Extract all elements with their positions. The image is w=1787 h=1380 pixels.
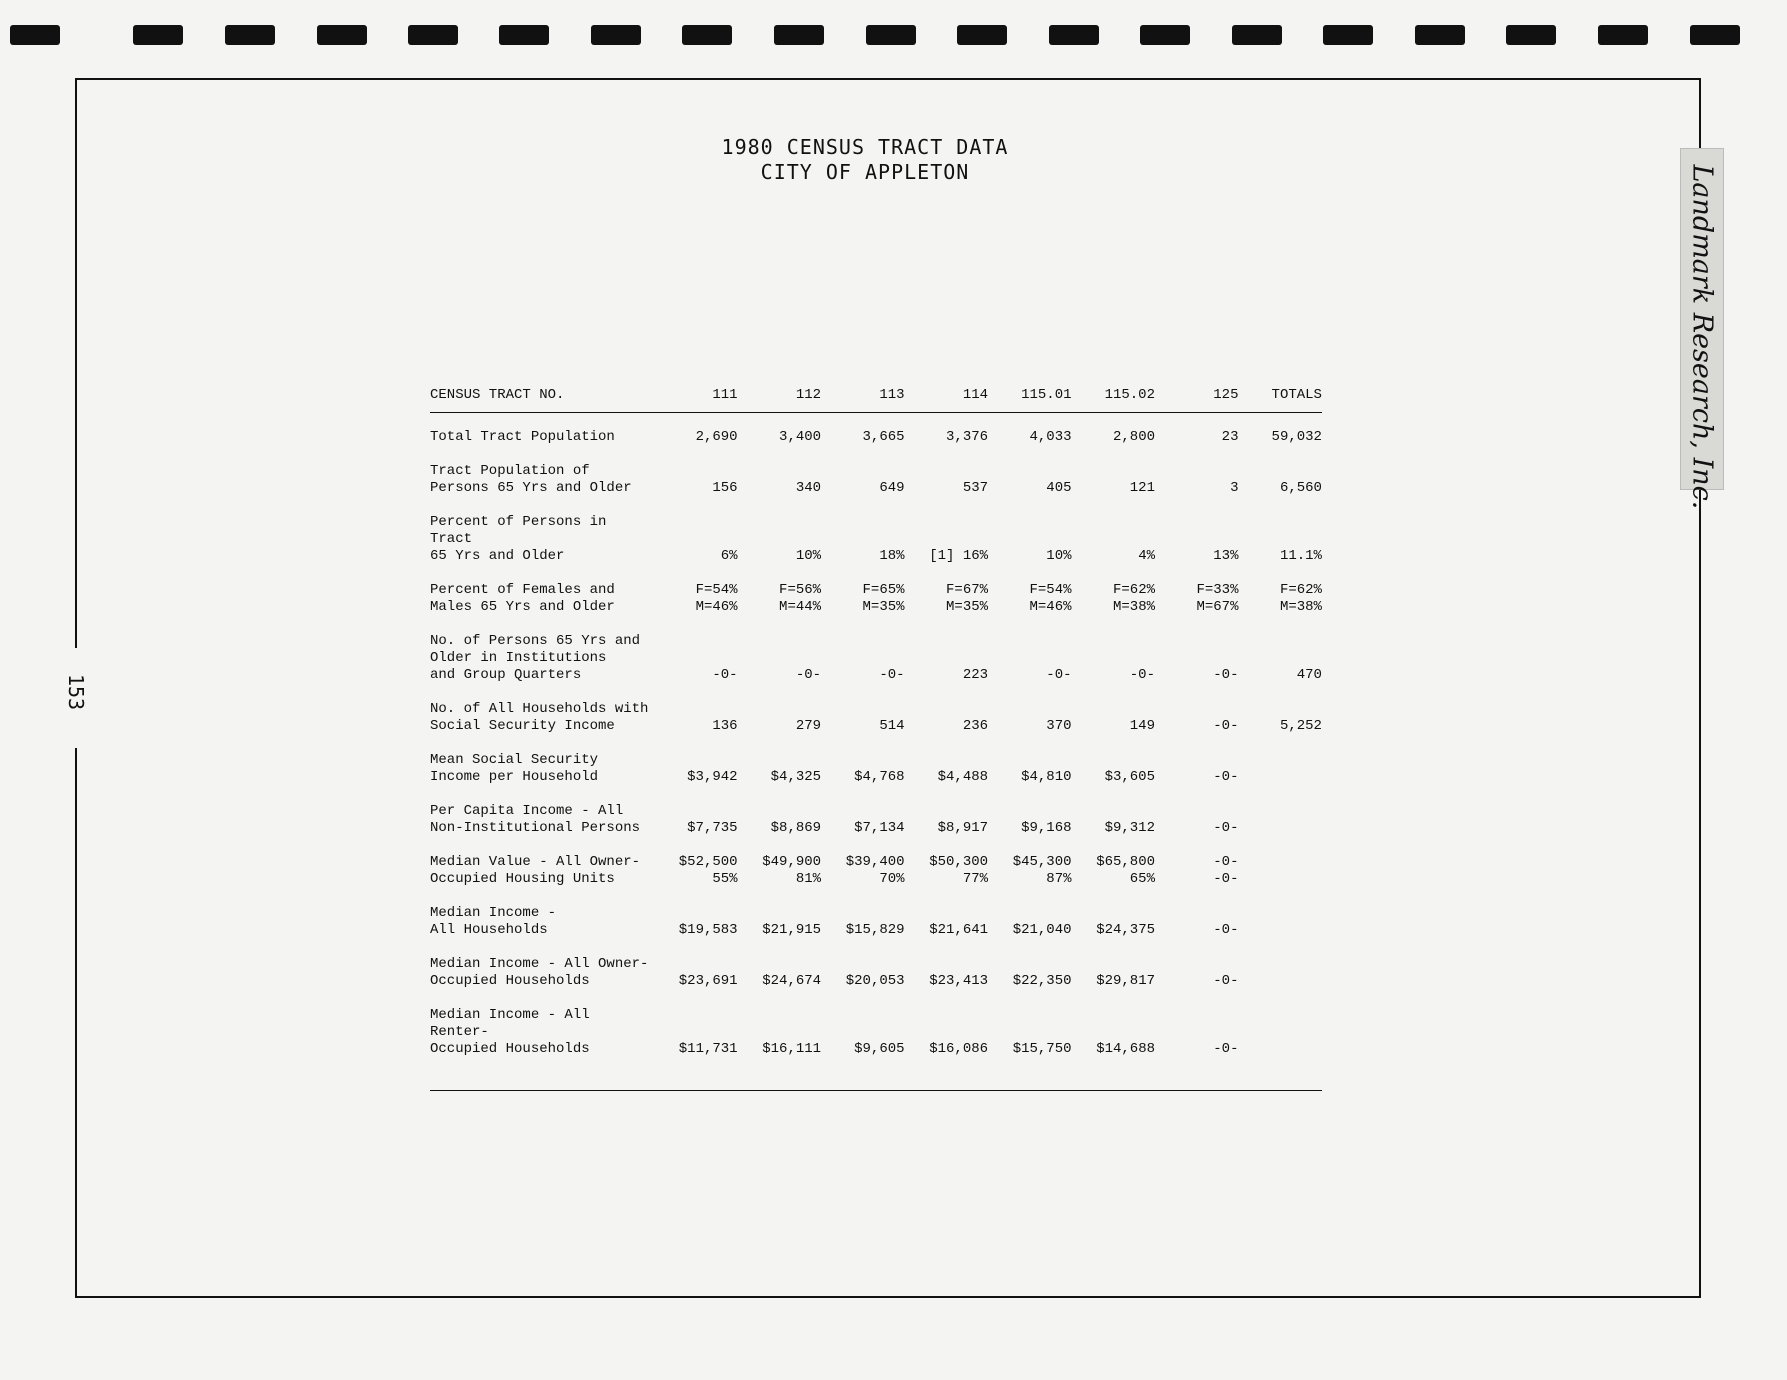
table-cell: $16,086 [929, 1041, 989, 1057]
table-cell: $4,488 [937, 769, 989, 785]
table-cell: 4% [1138, 548, 1155, 564]
table-cell: 10% [795, 548, 822, 564]
table-cell: -0- [1213, 718, 1239, 734]
table-cell: F=65% M=35% [862, 582, 905, 615]
table-cell: F=56% M=44% [779, 582, 822, 615]
table-cell: -0- [1213, 973, 1239, 989]
title-line-2: CITY OF APPLETON [760, 160, 970, 184]
table-header-row [430, 380, 1322, 404]
column-header: 115.01 [1021, 387, 1072, 403]
table-cell: $21,915 [762, 922, 822, 938]
table-cell: $11,731 [678, 1041, 738, 1057]
table-cell: 279 [795, 718, 822, 734]
perforation-mark [957, 25, 1007, 45]
page-title [0, 135, 1730, 185]
table-cell: 149 [1129, 718, 1155, 734]
table-cell: $4,768 [854, 769, 905, 785]
table-cell: 136 [712, 718, 738, 734]
perforation-mark [1598, 25, 1648, 45]
perforation-mark [682, 25, 732, 45]
table-cell: $23,413 [929, 973, 989, 989]
table-cell: -0- [1213, 820, 1239, 836]
row-label: Total Tract Population [430, 429, 615, 445]
table-cell: $4,325 [770, 769, 822, 785]
table-row [430, 803, 1322, 837]
perforation-mark [1140, 25, 1190, 45]
table-cell: 6% [720, 548, 738, 564]
table-cell: $9,312 [1104, 820, 1155, 836]
row-label: No. of Persons 65 Yrs and Older in Institutions and Group Quarters [430, 633, 641, 683]
table-cell: F=54% M=46% [1029, 582, 1072, 615]
row-label: Median Income - All Households [430, 905, 557, 938]
footer-rule [430, 1090, 1322, 1091]
table-row [430, 752, 1322, 786]
table-cell: 2,690 [695, 429, 738, 445]
table-cell: $49,900 81% [762, 854, 822, 887]
table-cell: $21,641 [929, 922, 989, 938]
table-cell: 13% [1213, 548, 1239, 564]
table-row [430, 463, 1322, 497]
table-cell: $7,735 [687, 820, 738, 836]
table-row [430, 514, 1322, 565]
row-label: No. of All Households with Social Security Income [430, 701, 649, 734]
row-label: Per Capita Income - All Non-Institutional Persons [430, 803, 641, 836]
row-label: Median Income - All Owner- Occupied Households [430, 956, 649, 989]
perforation-mark [499, 25, 549, 45]
table-cell: F=62% M=38% [1112, 582, 1155, 615]
table-cell: $9,168 [1021, 820, 1072, 836]
table-cell: 3,665 [862, 429, 905, 445]
title-line-1: 1980 CENSUS TRACT DATA [721, 135, 1009, 159]
table-cell: $8,869 [770, 820, 822, 836]
table-row [430, 701, 1322, 735]
table-cell: -0- [1046, 667, 1072, 683]
table-cell: $24,375 [1096, 922, 1155, 938]
header-label: CENSUS TRACT NO. [430, 387, 565, 403]
table-cell: 11.1% [1279, 548, 1322, 564]
table-cell: 10% [1046, 548, 1072, 564]
table-cell: 405 [1046, 480, 1072, 496]
table-cell: $15,750 [1012, 1041, 1072, 1057]
table-row [430, 956, 1322, 990]
table-cell: 4,033 [1029, 429, 1072, 445]
table-cell: 3 [1230, 480, 1239, 496]
perforation-mark [225, 25, 275, 45]
row-label: Percent of Females and Males 65 Yrs and Older [430, 582, 615, 615]
column-header: 113 [879, 387, 905, 403]
table-row [430, 429, 1322, 446]
table-cell: $50,300 77% [929, 854, 989, 887]
side-stamp-text: Landmark Research, Inc. [1686, 164, 1718, 510]
table-cell: -0- [1213, 769, 1239, 785]
table-cell: -0- [1213, 922, 1239, 938]
column-header: 115.02 [1104, 387, 1155, 403]
table-cell: F=54% M=46% [695, 582, 738, 615]
table-cell: $23,691 [678, 973, 738, 989]
table-cell: $8,917 [937, 820, 989, 836]
perforation-mark [1323, 25, 1373, 45]
column-header: TOTALS [1271, 387, 1322, 403]
table-cell: 223 [962, 667, 989, 683]
table-cell: -0- [879, 667, 905, 683]
table-cell: 156 [712, 480, 738, 496]
row-label: Tract Population of Persons 65 Yrs and Older [430, 463, 632, 496]
perforation-mark [133, 25, 183, 45]
table-cell: F=33% M=67% [1196, 582, 1239, 615]
table-cell: $7,134 [854, 820, 905, 836]
table-cell: $4,810 [1021, 769, 1072, 785]
table-cell: 23 [1221, 429, 1239, 445]
row-label: Median Value - All Owner- Occupied Housing Units [430, 854, 641, 887]
table-cell: $3,942 [687, 769, 738, 785]
perforation-mark [591, 25, 641, 45]
table-cell: $22,350 [1012, 973, 1072, 989]
table-cell: F=62% M=38% [1279, 582, 1322, 615]
table-cell: $52,500 55% [678, 854, 738, 887]
table-body [430, 429, 1322, 1058]
perforation-mark [1415, 25, 1465, 45]
table-cell: -0- [795, 667, 822, 683]
row-label: Mean Social Security Income per Household [430, 752, 599, 785]
table-cell: $9,605 [854, 1041, 905, 1057]
page-number: 153 [64, 673, 88, 711]
table-cell: 59,032 [1271, 429, 1322, 445]
table-cell: $16,111 [762, 1041, 822, 1057]
table-cell: 236 [962, 718, 989, 734]
table-cell: $15,829 [845, 922, 905, 938]
table-cell: 3,376 [946, 429, 989, 445]
perforation-mark [1690, 25, 1740, 45]
table-cell: 340 [795, 480, 822, 496]
table-cell: 649 [879, 480, 905, 496]
table-cell: -0- [1213, 667, 1239, 683]
side-stamp [1680, 148, 1724, 510]
table-cell: $14,688 [1096, 1041, 1155, 1057]
column-header: 112 [795, 387, 822, 403]
table-cell: $24,674 [762, 973, 822, 989]
table-row [430, 582, 1322, 616]
table-cell: F=67% M=35% [946, 582, 989, 615]
perforation-mark [1232, 25, 1282, 45]
film-perforation-strip [0, 25, 1787, 47]
column-header: 125 [1213, 387, 1239, 403]
column-header: 111 [712, 387, 738, 403]
table-row [430, 633, 1322, 684]
table-cell: 6,560 [1279, 480, 1322, 496]
table-cell: $39,400 70% [845, 854, 905, 887]
row-label: Percent of Persons in Tract 65 Yrs and Older [430, 514, 607, 564]
perforation-mark [866, 25, 916, 45]
perforation-mark [10, 25, 60, 45]
table-cell: $65,800 65% [1096, 854, 1155, 887]
table-cell: 370 [1046, 718, 1072, 734]
table-cell: -0- [1129, 667, 1155, 683]
table-cell: 18% [879, 548, 905, 564]
table-cell: -0- [712, 667, 738, 683]
perforation-mark [317, 25, 367, 45]
perforation-mark [774, 25, 824, 45]
table-cell: [1] 16% [929, 548, 989, 564]
table-cell: -0- -0- [1213, 854, 1239, 887]
table-cell: 537 [962, 480, 989, 496]
table-cell: 2,800 [1112, 429, 1155, 445]
table-cell: $3,605 [1104, 769, 1155, 785]
table-cell: 121 [1129, 480, 1155, 496]
table-cell: -0- [1213, 1041, 1239, 1057]
header-rule [430, 412, 1322, 413]
table-cell: 514 [879, 718, 905, 734]
table-row [430, 1007, 1322, 1058]
row-label: Median Income - All Renter- Occupied Households [430, 1007, 590, 1057]
perforation-mark [408, 25, 458, 45]
table-cell: $21,040 [1012, 922, 1072, 938]
perforation-mark [1506, 25, 1556, 45]
table-cell: $29,817 [1096, 973, 1155, 989]
table-cell: $19,583 [678, 922, 738, 938]
table-row [430, 905, 1322, 939]
table-cell: 3,400 [779, 429, 822, 445]
table-row [430, 854, 1322, 888]
column-header: 114 [962, 387, 989, 403]
table-cell: $20,053 [845, 973, 905, 989]
table-cell: 5,252 [1279, 718, 1322, 734]
table-cell: 470 [1296, 667, 1322, 683]
census-table [430, 380, 1322, 1091]
table-cell: $45,300 87% [1012, 854, 1072, 887]
perforation-mark [1049, 25, 1099, 45]
